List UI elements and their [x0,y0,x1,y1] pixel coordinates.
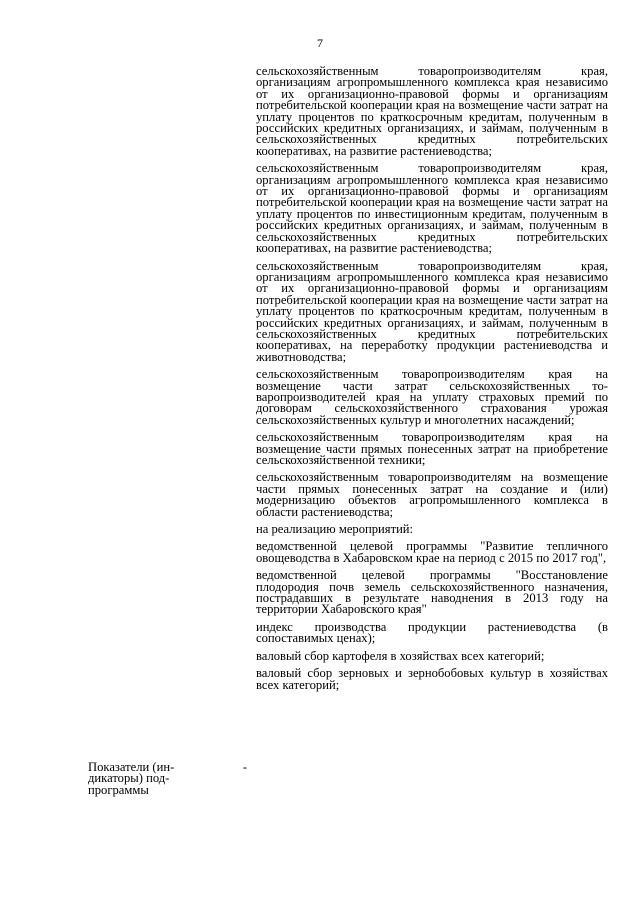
subsidy-paragraph-3: сельскохозяйственным товаропроизводителям края, организациям агропромышленного комплекса края независимо от их организационно-правовой формы и организациям потребительской кооперации края на возмещение части затрат на уплату процентов по краткосрочным кредитам, полученным в российских кредитных организациях, и займам, полученным в сельскохозяйственных кредитных потребительских кооперативах, на переработку продукции растениеводства и животноводства; [256,258,608,364]
program-greenhouse-vegetables: ведомственной целевой программы "Развитие тепличного овощеводства в Хабаровском крае на период с 2015 по 2017 год", [256,539,608,565]
indicator-item-3: валовый сбор зерновых и зернобобовых культур в хозяйствах всех категорий; [256,666,608,692]
indicator-item-2: валовый сбор картофеля в хозяйствах всех категорий; [256,648,545,663]
program-content-column [256,66,608,697]
subsidy-paragraph-5: сельскохозяйственным товаропроизводителям края на возмещение части прямых понесенных затрат на приобретение сельскохозяйственной техники; [256,430,608,467]
page-number: 7 [317,36,323,50]
subsidy-paragraph-4: сельскохозяйственным товаропроизводителям края на возмещение части затрат сельскохозяйственных товаропроизводителей края на уплату страховых премий по договорам сельскохозяйственного страхования урожая сельскохозяйственных культур и многолетних насаждений; [256,367,608,427]
subsidy-paragraph-1: сельскохозяйственным товаропроизводителям края, организациям агропромышленного комплекса края независимо от их организационно-правовой формы и организациям потребительской кооперации края на возмещение части затрат на уплату процентов по краткосрочным кредитам, полученным в российских кредитных организациях, и займам, полученным в сельскохозяйственных кредитных потребительских кооперативах, на развитие растениеводства; [256,64,608,158]
activities-intro: на реализацию мероприятий: [256,522,414,537]
program-soil-fertility-restoration: ведомственной целевой программы "Восстановление плодородия почв земель сельскохозяйственного назначения, пострадавших в результате наводнения в 2013 году на территории Хабаровского края" [256,568,608,617]
indicators-section-dash: - [242,760,248,774]
subsidy-paragraph-6: сельскохозяйственным товаропроизводителям на возмещение части прямых понесенных затрат на создание и (или) модернизацию объектов агропромышленного комплекса в области растениеводства; [256,470,608,519]
indicator-item-1: индекс производства продукции растениеводства (в сопоставимых ценах); [256,619,608,646]
indicators-section-label: Показатели (индикаторы) подпрограммы [88,760,175,797]
subsidy-paragraph-2: сельскохозяйственным товаропроизводителям края, организациям агропромышленного комплекса края независимо от их организационно-правовой формы и организациям потребительской кооперации края на возмещение части затрат на уплату процентов по инвестиционным кредитам, полученным в российских кредитных организациях, и займам, полученным в сельскохозяйственных кредитных потребительских кооперативах, на развитие растениеводства; [256,161,608,256]
